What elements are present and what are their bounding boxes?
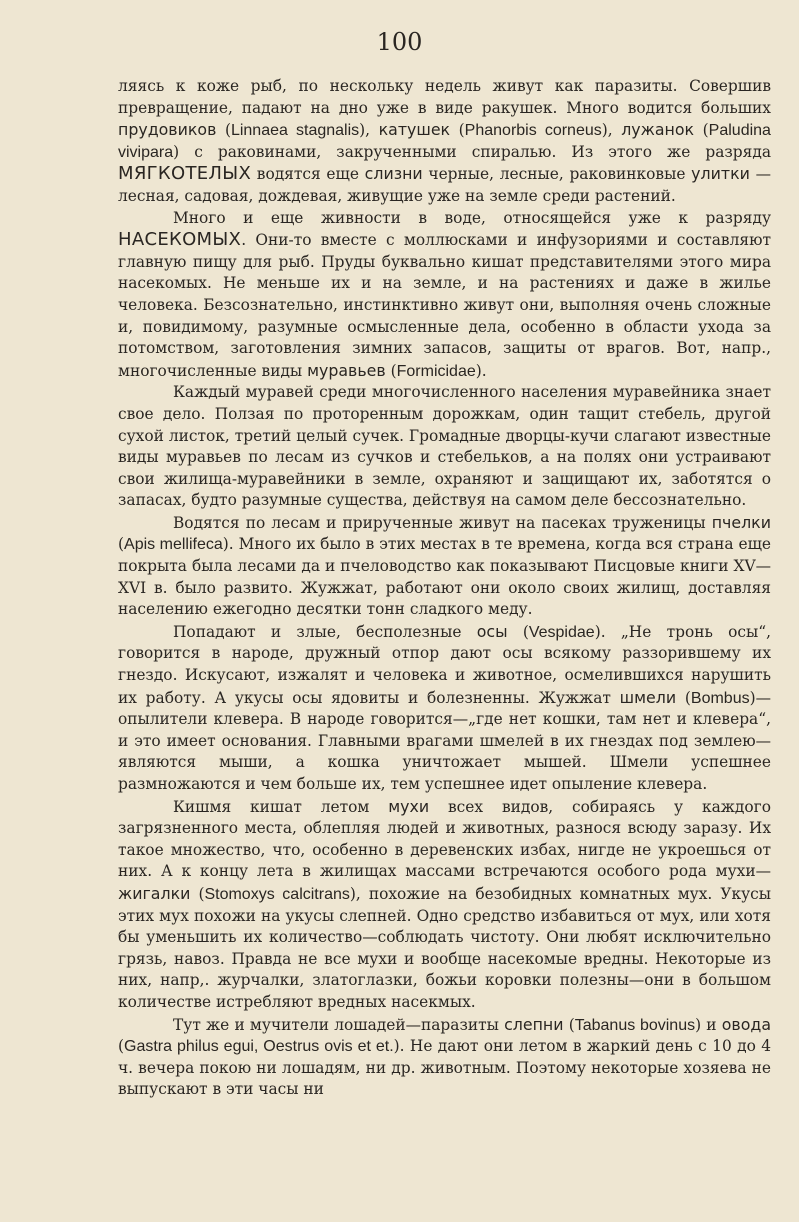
emphasized-term: слизни [364, 164, 423, 184]
page-number-text: 100 [376, 28, 423, 56]
latin-name: Paludina vivipara [118, 122, 771, 161]
emphasized-term: лужанок [621, 120, 695, 140]
emphasized-term: мухи [388, 796, 430, 816]
emphasized-term: катушек [378, 120, 451, 140]
paragraph-text: ( [563, 1015, 575, 1034]
emphasized-term: улитки [691, 164, 750, 184]
paragraph-text: Попадают и злые, бесполезные [173, 622, 477, 641]
paragraph-text: Водятся по лесам и прирученные живут на пасеках труженицы [173, 513, 712, 532]
paragraph-text: ). [475, 361, 487, 380]
paragraph-text: ( [385, 361, 397, 380]
emphasized-term: прудовиков [118, 120, 217, 140]
paragraph-text: ( [118, 1037, 125, 1056]
latin-name: Apis mellifeca [124, 536, 223, 554]
paragraph-text: Каждый муравей среди многочисленного населения муравейника знает свое дело. Ползая по протоpенным дорожкам, один тащит стебель, другой сухой листок, третий целый сучек. Громадные дворцы-кучи слагают известные виды муравьев по лесам из сучков и стебельков, а на полях они устраивают свои жилища-муравейники в земле, охраняют и защищают их, заботятся о запасах, будто разумные существа, действуя на самом деле бессознательно. [118, 383, 771, 510]
paragraph-text: ). Много их было в этих местах в те времена, когда вся страна еще покрыта была лесами да и пчеловодство как показывают Писцовые книги XV—XVI в. было развито. Жужжат, работают они около своих жилищ, доставляя населению ежегодно десятки тонн сладкого меду. [118, 535, 771, 619]
paragraph-text: — лесная, садовая, дождевая, живущие уже на земле среди растений. [118, 165, 771, 205]
emphasized-term: муравьев [307, 360, 386, 380]
paragraph-text: ). Не дают они летом в жаркий день с 10 до 4 ч. вечера покою ни лошадям, ни др. животным. Поэтому некоторые хозяева не выпускают в эти часы ни [118, 1037, 771, 1099]
paragraph [118, 1014, 771, 1101]
paragraph-text: Тут же и мучители лошадей—паразиты [173, 1015, 505, 1034]
paragraph-text: ), похожие на безобидных комнатных мух. Укусы этих мух похожи на укусы слепней. Одно средство избавиться от мух, или хотя бы уменьшить их количество—соблюдать чистоту. Они любят исключительно грязь, навоз. Правда не все мухи и вообще насекомые вредны. Некоторые из них, напр,. журчалки, златоглазки, божьи коровки полезны—они в большом количестве истребляют вредных насекмых. [118, 884, 772, 1011]
paragraph-text: ( [694, 121, 709, 140]
paragraph-text: ), [359, 121, 379, 140]
emphasized-term: НАСЕКОМЫХ [118, 229, 242, 251]
page-number [28, 28, 771, 76]
latin-name: Bombus [690, 689, 750, 707]
emphasized-term: шмели [619, 687, 677, 707]
emphasized-term: жигалки [118, 883, 191, 903]
paragraph-text: ляясь к коже рыб, по нескольку недель живут как паразиты. Совершив превращение, падают на дно уже в виде ракушек. Много водится больших [118, 77, 771, 117]
paragraph-text: ( [676, 688, 691, 707]
paragraph-text: ( [118, 535, 125, 554]
emphasized-term: МЯГКОТЕЛЫХ [118, 163, 252, 185]
paragraph [118, 208, 771, 383]
paragraph-text: черные, лесные, раковинковые [422, 165, 692, 184]
paragraph-text: ), [601, 121, 622, 140]
paragraph [118, 796, 771, 1014]
latin-name: Tabanus bovinus [574, 1016, 696, 1034]
emphasized-term: слепни [504, 1014, 564, 1034]
paragraph-text: ( [216, 121, 231, 140]
paragraph-text: ) и [695, 1015, 722, 1034]
paragraph-text: Кишмя кишат летом [173, 797, 389, 816]
paragraph-text: )—опылители клевера. В народе говорится—„где нет кошки, там нет и клевера“, и это имеет основания. Главными врагами шмелей в их гнездах под землею—являются мыши, а кошка уничтожает мышей. Шмели успешнее размножаются и чем больше их, тем успешнее идет опыление клевера. [118, 688, 772, 793]
latin-name: Linnaea stagnalis [230, 122, 360, 140]
emphasized-term: овода [721, 1014, 772, 1034]
paragraph-text: . Они-то вместе с моллюсками и инфузориями и составляют главную пищу для рыб. Пруды буквально кишат представителями этого мира насекомых. Не меньше их и на земле, и на растениях и даже в жилье человека. Безсознательно, инстинктивно живут они, выполняя очень сложные и, повидимому, разумные осмысленные дела, особенно в области ухода за потомством, заготовления зимних запасов, защиты от врагов. Вот, напр., многочисленные виды [118, 231, 771, 380]
paragraph-text: ( [450, 121, 465, 140]
latin-name: Phanorbis corneus [464, 122, 602, 140]
latin-name: Stomoxys calcitrans [204, 885, 350, 903]
paragraph [118, 512, 771, 621]
paragraph-text: Много и еще живности в воде, относящейся уже к разряду [173, 208, 771, 227]
paragraph-text: ) с раковинами, закрученными спиралью. Из этого же разряда [173, 142, 771, 161]
paragraph-text: ( [507, 622, 529, 641]
paragraph-text: всех видов, собираясь у каждого загрязненного места, облепляя людей и животных, разнося всюду заразу. Их такое множество, что, особенно в деревенских избах, нигде не укроешься от них. А к концу лета в жилищах массами встречаются особого рода мухи— [118, 797, 771, 881]
text-body [118, 76, 771, 1101]
emphasized-term: пчелки [711, 512, 771, 532]
paragraph [118, 76, 771, 208]
latin-name: Vespidae [528, 623, 595, 641]
latin-name: Formicidae [396, 362, 476, 380]
paragraph-text: ( [190, 884, 205, 903]
paragraph [118, 621, 771, 796]
latin-name: Gastra philus egui, Oestrus ovis et et. [124, 1038, 394, 1056]
paragraph [118, 382, 771, 512]
emphasized-term: осы [476, 621, 508, 641]
paragraph-text: водятся еще [251, 165, 365, 184]
paragraph-text: ). „Не тронь осы“, говорится в народе, дружный отпор дают осы всякому раззорившему их гнездо. Искусают, изжалят и человека и животное, осмелившихся нарушить их работу. А укусы осы ядовиты и болезненны. Жужжат [118, 622, 771, 707]
